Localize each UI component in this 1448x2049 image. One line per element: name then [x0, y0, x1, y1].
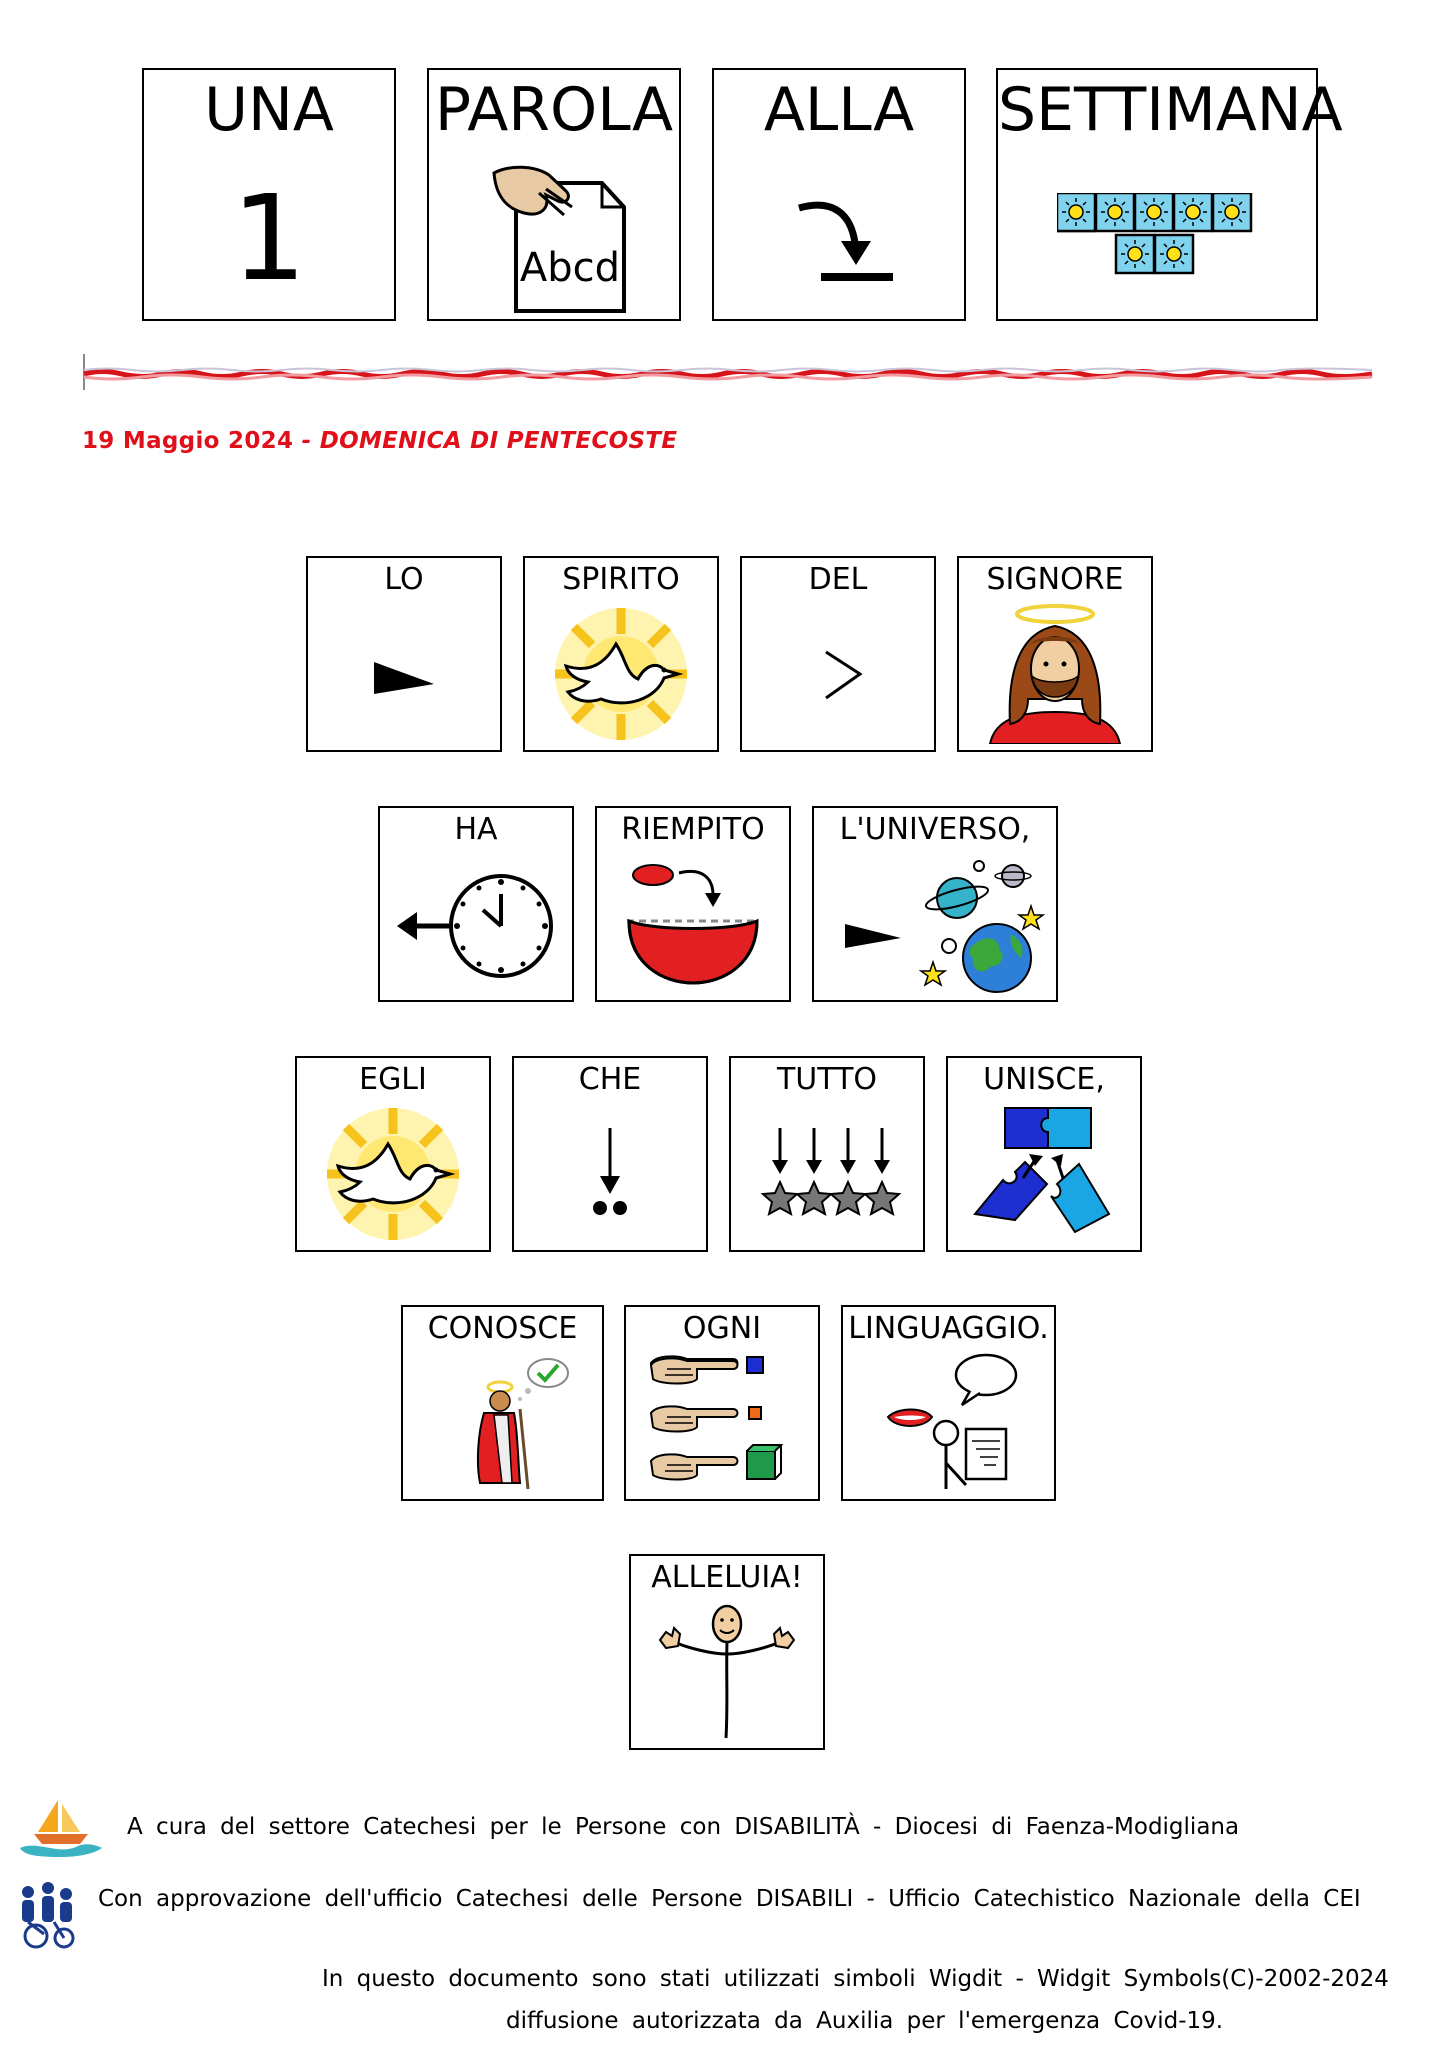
universe-icon: [825, 854, 1045, 994]
word-card-icon: [454, 163, 654, 313]
week-calendar-icon: [1057, 193, 1257, 283]
abcd-label: Abcd: [519, 244, 621, 291]
symbol-card-unisce: [946, 1056, 1142, 1252]
header-word: PAROLA: [434, 75, 674, 145]
pointer-triangle-icon: [344, 624, 464, 724]
symbol-card-ha: [378, 806, 574, 1002]
people-logo-icon: [14, 1880, 80, 1950]
all-stars-icon: [752, 1114, 902, 1234]
pointing-hands-cubes-icon: [647, 1353, 797, 1493]
boat-logo-icon: [18, 1796, 104, 1862]
footer-credit-line3: In questo documento sono stati utilizzati simboli Wigdit - Widgit Symbols(C)-2002-2024: [322, 1966, 1389, 1992]
card-word: SIGNORE: [986, 562, 1124, 597]
clock-past-icon: [391, 864, 561, 984]
card-word: CONOSCE: [427, 1311, 578, 1346]
card-word: EGLI: [359, 1062, 427, 1097]
date-text: 19 Maggio 2024: [82, 428, 294, 454]
symbol-card-del: [740, 556, 936, 752]
decorative-separator: [82, 352, 1374, 392]
header-word: UNA: [204, 75, 334, 145]
card-word: LINGUAGGIO.: [848, 1311, 1049, 1346]
footer-credit-line2: Con approvazione dell'ufficio Catechesi delle Persone DISABILI - Ufficio Catechistico Nazionale della CEI: [98, 1886, 1361, 1912]
jesus-face-icon: [980, 604, 1130, 744]
card-word: DEL: [808, 562, 868, 597]
card-word: SPIRITO: [562, 562, 680, 597]
number-one: 1: [231, 168, 307, 307]
card-word: CHE: [578, 1062, 642, 1097]
symbol-card-conosce: [401, 1305, 604, 1501]
card-word: OGNI: [682, 1311, 762, 1346]
card-word: HA: [454, 812, 498, 847]
header-word: SETTIMANA: [998, 75, 1343, 145]
header-tile-parola: [427, 68, 681, 321]
symbol-card-egli: [295, 1056, 491, 1252]
symbol-card-alleluia: [629, 1554, 825, 1750]
symbol-card-lo: [306, 556, 502, 752]
card-word: ALLELUIA!: [651, 1560, 803, 1595]
card-word: RIEMPITO: [621, 812, 765, 847]
card-word: UNISCE,: [983, 1062, 1105, 1097]
symbol-card-tutto: [729, 1056, 925, 1252]
symbol-card-spirito: [523, 556, 719, 752]
fill-bowl-icon: [613, 859, 773, 989]
arrow-down-dots-icon: [560, 1114, 660, 1234]
holy-spirit-dove-icon: [546, 604, 696, 744]
chevron-right-icon: [788, 624, 888, 724]
card-word: LO: [384, 562, 424, 597]
footer-credit-line4: diffusione autorizzata da Auxilia per l'emergenza Covid-19.: [506, 2008, 1224, 2034]
symbol-card-universo: [812, 806, 1058, 1002]
symbol-card-che: [512, 1056, 708, 1252]
footer-credit-line1: A cura del settore Catechesi per le Persone con DISABILITÀ - Diocesi di Faenza-Modigliana: [127, 1814, 1240, 1840]
header-tile-settimana: [996, 68, 1343, 321]
to-arrow-icon: [769, 173, 909, 303]
joy-person-icon: [652, 1602, 802, 1742]
header-word: ALLA: [763, 75, 915, 145]
header-tile-una: [142, 68, 396, 321]
language-speech-icon: [874, 1353, 1024, 1493]
header-tile-alla: [712, 68, 966, 321]
saint-knowing-icon: [428, 1353, 578, 1493]
symbol-card-linguaggio: [841, 1305, 1056, 1501]
symbol-card-ogni: [624, 1305, 820, 1501]
holy-spirit-dove-icon: [318, 1104, 468, 1244]
feast-title: DOMENICA DI PENTECOSTE: [319, 428, 678, 454]
symbol-card-riempito: [595, 806, 791, 1002]
card-word: TUTTO: [776, 1062, 878, 1097]
date-line: 19 Maggio 2024 - DOMENICA DI PENTECOSTE: [82, 428, 678, 454]
symbol-card-signore: [957, 556, 1153, 752]
card-word: L'UNIVERSO,: [839, 812, 1031, 847]
puzzle-join-icon: [969, 1104, 1119, 1244]
